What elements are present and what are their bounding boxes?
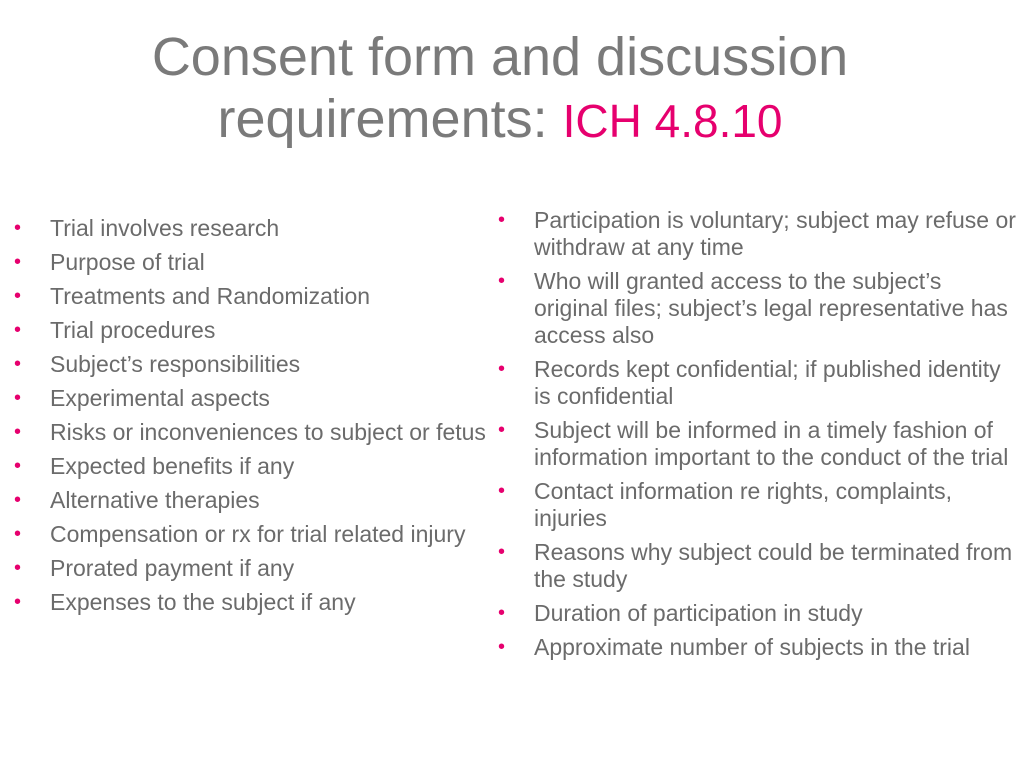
- bullet-text: Who will granted access to the subject’s original files; subject’s legal representative has access also: [534, 268, 1008, 348]
- bullet-icon: •: [498, 636, 506, 658]
- bullet-icon: •: [14, 455, 22, 477]
- bullet-item: [14, 215, 492, 242]
- bullet-text: Risks or inconveniences to subject or fetus: [50, 419, 486, 445]
- bullet-text: Compensation or rx for trial related injury: [50, 521, 466, 547]
- bullet-icon: •: [14, 421, 22, 443]
- bullet-text: Purpose of trial: [50, 249, 205, 275]
- bullet-item: [14, 351, 492, 378]
- bullet-text: Expenses to the subject if any: [50, 589, 356, 615]
- bullet-item: [14, 487, 492, 514]
- bullet-text: Expected benefits if any: [50, 453, 295, 479]
- bullet-text: Trial procedures: [50, 317, 216, 343]
- bullet-icon: •: [14, 557, 22, 579]
- bullet-item: [498, 539, 1020, 593]
- bullet-text: Experimental aspects: [50, 385, 270, 411]
- bullet-item: [14, 419, 492, 446]
- bullet-text: Trial involves research: [50, 215, 280, 241]
- bullet-icon: •: [14, 285, 22, 307]
- bullet-text: Duration of participation in study: [534, 600, 863, 626]
- bullet-item: [498, 634, 1020, 661]
- bullet-item: [14, 555, 492, 582]
- bullet-item: [498, 600, 1020, 627]
- bullet-item: [14, 283, 492, 310]
- bullet-item: [14, 317, 492, 344]
- bullet-text: Contact information re rights, complaints, injuries: [534, 478, 953, 531]
- bullet-icon: •: [14, 523, 22, 545]
- slide-title: [0, 26, 1000, 152]
- left-bullet-list: [14, 215, 492, 623]
- bullet-text: Alternative therapies: [50, 487, 260, 513]
- bullet-icon: •: [498, 602, 506, 624]
- bullet-icon: •: [14, 319, 22, 341]
- right-bullet-list: [498, 207, 1020, 668]
- bullet-text: Subject’s responsibilities: [50, 351, 301, 377]
- bullet-icon: •: [498, 358, 506, 380]
- bullet-text: Subject will be informed in a timely fashion of information important to the conduct of the trial: [534, 417, 1009, 470]
- bullet-icon: •: [14, 353, 22, 375]
- title-reference: ICH 4.8.10: [562, 95, 783, 147]
- bullet-icon: •: [498, 209, 506, 231]
- bullet-item: [498, 356, 1020, 410]
- bullet-icon: •: [498, 419, 506, 441]
- bullet-item: [14, 453, 492, 480]
- bullet-item: [498, 417, 1020, 471]
- bullet-text: Records kept confidential; if published identity is confidential: [534, 356, 1001, 409]
- bullet-item: [498, 268, 1020, 349]
- bullet-icon: •: [14, 591, 22, 613]
- bullet-text: Prorated payment if any: [50, 555, 295, 581]
- bullet-icon: •: [14, 387, 22, 409]
- bullet-icon: •: [498, 480, 506, 502]
- bullet-text: Participation is voluntary; subject may refuse or withdraw at any time: [534, 207, 1016, 260]
- bullet-icon: •: [498, 541, 506, 563]
- bullet-icon: •: [498, 270, 506, 292]
- bullet-icon: •: [14, 489, 22, 511]
- bullet-item: [14, 249, 492, 276]
- bullet-item: [498, 478, 1020, 532]
- bullet-item: [498, 207, 1020, 261]
- bullet-text: Treatments and Randomization: [50, 283, 371, 309]
- bullet-item: [14, 385, 492, 412]
- bullet-icon: •: [14, 217, 22, 239]
- title-text: Consent form and discussion requirements:: [151, 27, 849, 149]
- bullet-text: Reasons why subject could be terminated from the study: [534, 539, 1013, 592]
- bullet-icon: •: [14, 251, 22, 273]
- bullet-item: [14, 589, 492, 616]
- bullet-item: [14, 521, 492, 548]
- bullet-text: Approximate number of subjects in the trial: [534, 634, 970, 660]
